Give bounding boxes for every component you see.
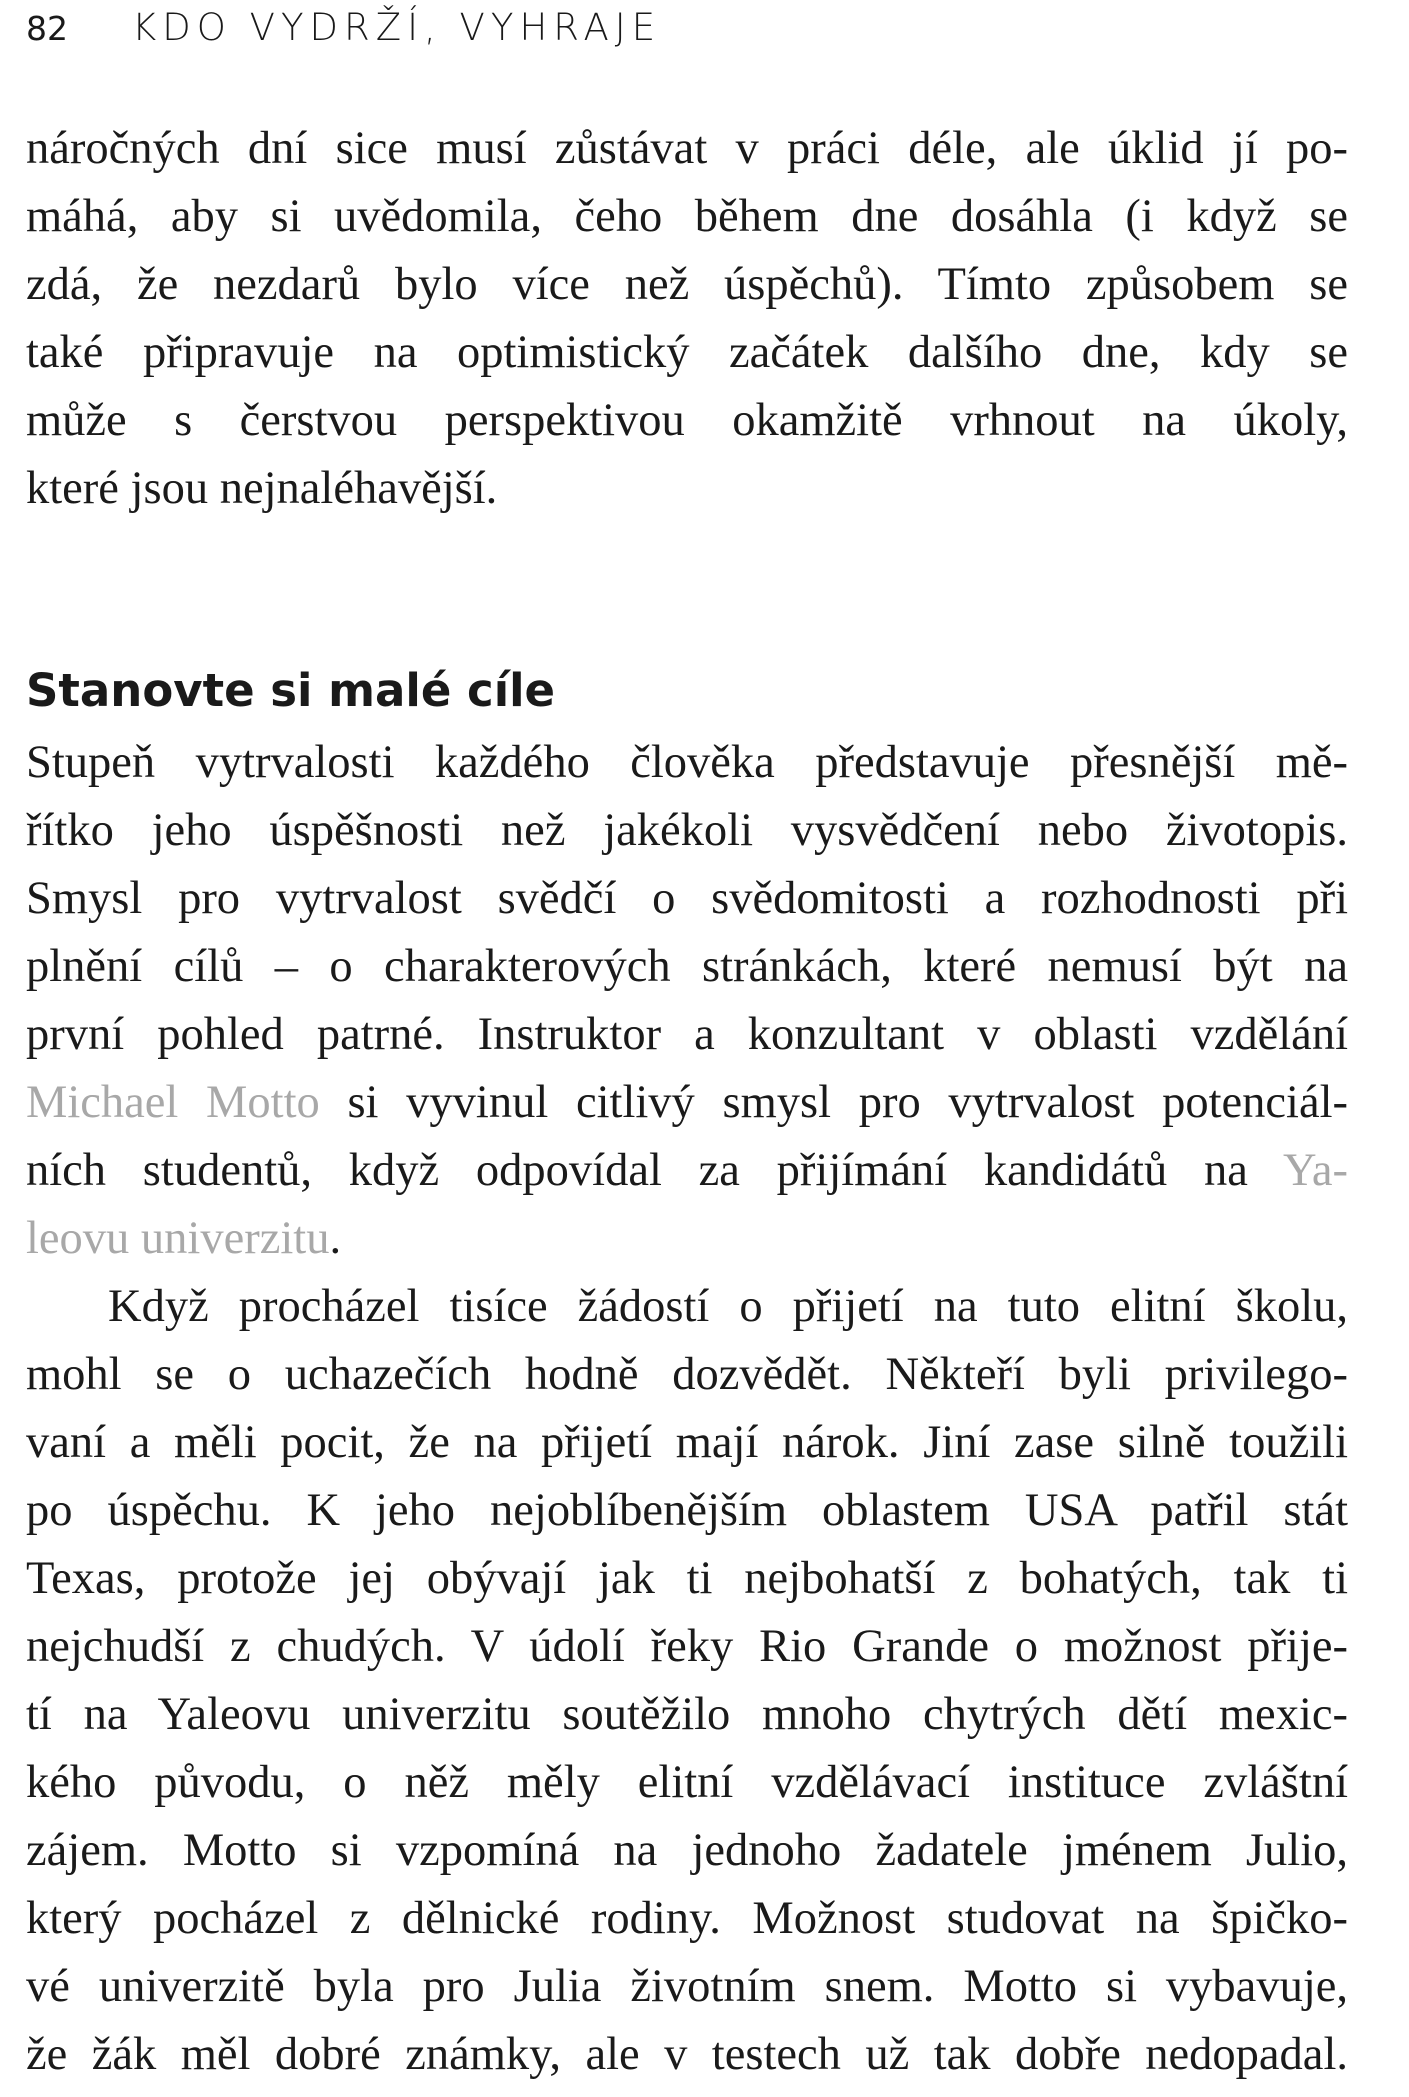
text-line: může s čerstvou perspektivou okamžitě vrhnout na úkoly, bbox=[26, 395, 1348, 446]
text-line: první pohled patrné. Instruktor a konzultant v oblasti vzdělání bbox=[26, 1009, 1348, 1060]
text-line: Texas, protože jej obývají jak ti nejbohatší z bohatých, tak ti bbox=[26, 1553, 1348, 1604]
link-yale-university-cont[interactable]: leovu univerzitu bbox=[26, 1213, 330, 1264]
text-line: po úspěchu. K jeho nejoblíbenějším oblastem USA patřil stát bbox=[26, 1485, 1348, 1536]
text-line bbox=[26, 1077, 1348, 1128]
text-line: nejchudší z chudých. V údolí řeky Rio Grande o možnost přije- bbox=[26, 1621, 1348, 1672]
link-michael-motto[interactable]: Michael Motto bbox=[26, 1077, 320, 1128]
text-line: Když procházel tisíce žádostí o přijetí na tuto elitní školu, bbox=[108, 1281, 1348, 1332]
text-line: které jsou nejnaléhavější. bbox=[26, 463, 498, 514]
text-line: náročných dní sice musí zůstávat v práci déle, ale úklid jí po- bbox=[26, 123, 1348, 174]
running-header bbox=[26, 6, 661, 56]
text-line: máhá, aby si uvědomila, čeho během dne dosáhla (i když se bbox=[26, 191, 1348, 242]
text-line: zdá, že nezdarů bylo více než úspěchů). Tímto způsobem se bbox=[26, 259, 1348, 310]
text-line: plnění cílů – o charakterových stránkách, které nemusí být na bbox=[26, 941, 1348, 992]
link-yale-university[interactable]: Ya- bbox=[1282, 1145, 1348, 1196]
text-line: tí na Yaleovu univerzitu soutěžilo mnoho chytrých dětí mexic- bbox=[26, 1689, 1348, 1740]
section-heading: Stanovte si malé cíle bbox=[26, 664, 556, 717]
text-span: . bbox=[329, 1213, 342, 1264]
text-line: vaní a měli pocit, že na přijetí mají nárok. Jiní zase silně toužili bbox=[26, 1417, 1348, 1468]
text-line bbox=[26, 1213, 1348, 1264]
text-line: že žák měl dobré známky, ale v testech už tak dobře nedopadal. bbox=[26, 2029, 1348, 2080]
text-line: zájem. Motto si vzpomíná na jednoho žadatele jménem Julio, bbox=[26, 1825, 1348, 1876]
text-span: ních studentů, když odpovídal za přijímání kandidátů na bbox=[26, 1145, 1283, 1196]
text-line: kého původu, o něž měly elitní vzdělávací instituce zvláštní bbox=[26, 1757, 1348, 1808]
text-line: také připravuje na optimistický začátek dalšího dne, kdy se bbox=[26, 327, 1348, 378]
text-line: Smysl pro vytrvalost svědčí o svědomitosti a rozhodnosti při bbox=[26, 873, 1348, 924]
text-line: mohl se o uchazečích hodně dozvědět. Někteří byli privilego- bbox=[26, 1349, 1348, 1400]
text-line: řítko jeho úspěšnosti než jakékoli vysvědčení nebo životopis. bbox=[26, 805, 1348, 856]
text-span: si vyvinul citlivý smysl pro vytrvalost potenciál- bbox=[319, 1077, 1348, 1128]
page-number: 82 bbox=[26, 9, 68, 48]
text-line: vé univerzitě byla pro Julia životním snem. Motto si vybavuje, bbox=[26, 1961, 1348, 2012]
running-title: KDO VYDRŽÍ, VYHRAJE bbox=[132, 6, 662, 49]
text-line bbox=[26, 1145, 1348, 1196]
text-line: který pocházel z dělnické rodiny. Možnost studovat na špičko- bbox=[26, 1893, 1348, 1944]
text-line: Stupeň vytrvalosti každého člověka představuje přesnější mě- bbox=[26, 737, 1348, 788]
